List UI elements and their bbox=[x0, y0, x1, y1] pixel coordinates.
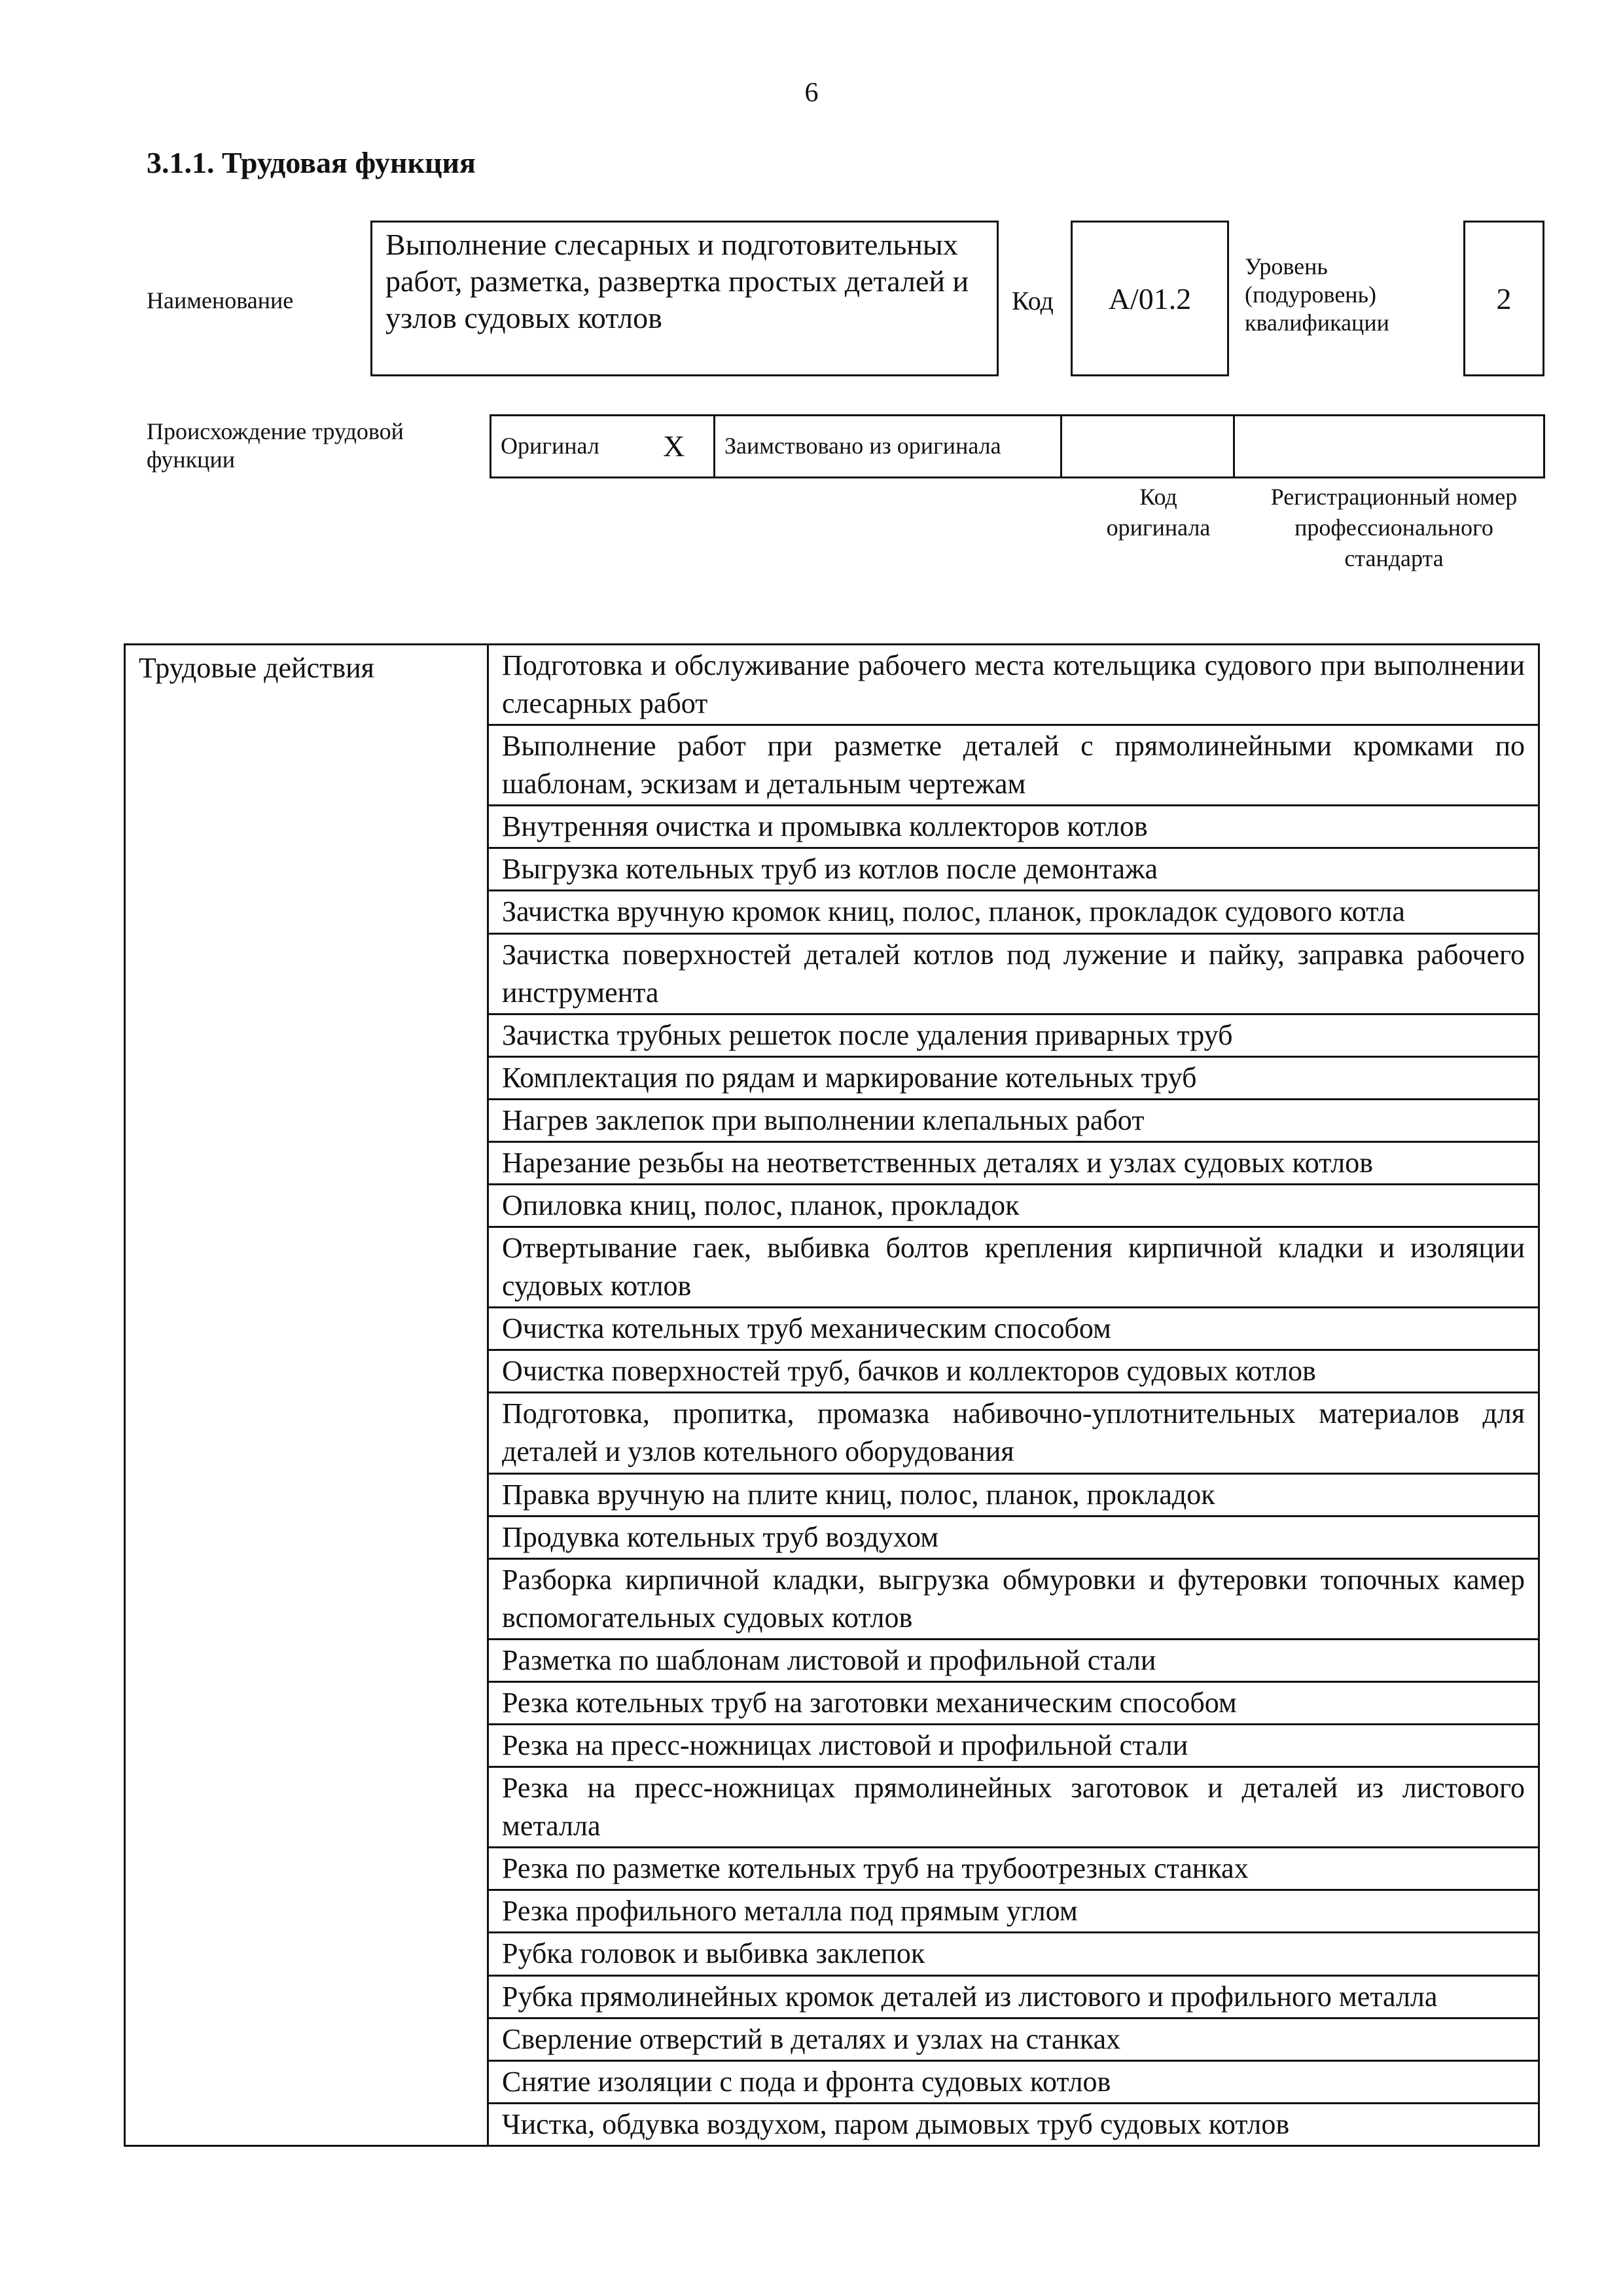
labor-action-item: Подготовка и обслуживание рабочего места котельщика судового при выполнении слесарных работ bbox=[488, 645, 1539, 725]
code-label: Код bbox=[1012, 286, 1054, 315]
labor-action-item: Резка профильного металла под прямым углом bbox=[488, 1890, 1539, 1933]
reg-number-label: Регистрационный номер профессионального стандарта bbox=[1270, 484, 1518, 571]
labor-action-item: Рубка головок и выбивка заклепок bbox=[488, 1933, 1539, 1975]
code-original-label: Код оригинала bbox=[1106, 484, 1211, 541]
labor-action-item: Комплектация по рядам и маркирование котельных труб bbox=[488, 1056, 1539, 1099]
origin-label: Происхождение трудовой функции bbox=[147, 418, 404, 473]
labor-action-item: Рубка прямолинейных кромок деталей из листового и профильного металла bbox=[488, 1975, 1539, 2018]
labor-action-item: Зачистка трубных решеток после удаления приварных труб bbox=[488, 1014, 1539, 1056]
original-label: Оригинал bbox=[501, 433, 599, 459]
labor-action-item: Резка на пресс-ножницах листовой и профильной стали bbox=[488, 1725, 1539, 1767]
original-cell bbox=[491, 416, 635, 478]
labor-action-item: Отвертывание гаек, выбивка болтов крепления кирпичной кладки и изоляции судовых котлов bbox=[488, 1227, 1539, 1308]
page-number: 6 bbox=[804, 78, 819, 108]
labor-action-item: Продувка котельных труб воздухом bbox=[488, 1516, 1539, 1558]
labor-action-item: Сверление отверстий в деталях и узлах на станках bbox=[488, 2018, 1539, 2060]
borrowed-cell bbox=[715, 416, 1061, 478]
labor-action-item: Разборка кирпичной кладки, выгрузка обмуровки и футеровки топочных камер вспомогательных судовых котлов bbox=[488, 1558, 1539, 1639]
original-mark: X bbox=[663, 429, 685, 463]
labor-action-item: Очистка котельных труб механическим способом bbox=[488, 1308, 1539, 1350]
code-value: A/01.2 bbox=[1108, 281, 1192, 315]
level-value: 2 bbox=[1496, 281, 1512, 315]
origin-table bbox=[490, 414, 1545, 478]
labor-action-item: Разметка по шаблонам листовой и профильной стали bbox=[488, 1639, 1539, 1681]
labor-action-item: Правка вручную на плите книц, полос, планок, прокладок bbox=[488, 1473, 1539, 1516]
borrowed-label: Заимствовано из оригинала bbox=[724, 433, 1001, 459]
labor-action-item: Опиловка книц, полос, планок, прокладок bbox=[488, 1185, 1539, 1227]
labor-action-item: Резка котельных труб на заготовки механическим способом bbox=[488, 1681, 1539, 1724]
section-title: 3.1.1. Трудовая функция bbox=[147, 146, 476, 179]
labor-action-item: Выполнение работ при разметке деталей с прямолинейными кромками по шаблонам, эскизам и детальным чертежам bbox=[488, 725, 1539, 806]
labor-action-item: Зачистка вручную кромок книц, полос, планок, прокладок судового котла bbox=[488, 891, 1539, 933]
level-label: Уровень (подуровень) квалификации bbox=[1245, 253, 1389, 336]
original-mark-cell bbox=[635, 416, 715, 478]
code-original-cell bbox=[1061, 416, 1234, 478]
labor-action-item: Чистка, обдувка воздухом, паром дымовых труб судовых котлов bbox=[488, 2103, 1539, 2145]
name-value-box bbox=[370, 221, 999, 376]
name-value: Выполнение слесарных и подготовительных работ, разметка, развертка простых деталей и узлов судовых котлов bbox=[385, 228, 969, 335]
labor-action-item: Нагрев заклепок при выполнении клепальных работ bbox=[488, 1099, 1539, 1141]
reg-number-cell bbox=[1234, 416, 1544, 478]
labor-action-item: Выгрузка котельных труб из котлов после демонтажа bbox=[488, 848, 1539, 891]
level-value-box bbox=[1463, 221, 1544, 376]
table-row bbox=[125, 645, 1539, 725]
name-label: Наименование bbox=[147, 287, 294, 314]
labor-action-item: Снятие изоляции с пода и фронта судовых котлов bbox=[488, 2060, 1539, 2103]
labor-action-item: Резка по разметке котельных труб на трубоотрезных станках bbox=[488, 1848, 1539, 1890]
labor-action-item: Внутренняя очистка и промывка коллекторов котлов bbox=[488, 806, 1539, 848]
labor-action-item: Очистка поверхностей труб, бачков и коллекторов судовых котлов bbox=[488, 1350, 1539, 1393]
code-value-box bbox=[1071, 221, 1229, 376]
labor-actions-heading: Трудовые действия bbox=[125, 645, 488, 2146]
labor-action-item: Нарезание резьбы на неответственных деталях и узлах судовых котлов bbox=[488, 1141, 1539, 1184]
labor-action-item: Резка на пресс-ножницах прямолинейных заготовок и деталей из листового металла bbox=[488, 1767, 1539, 1848]
labor-actions-table bbox=[124, 643, 1540, 2147]
labor-action-item: Зачистка поверхностей деталей котлов под лужение и пайку, заправка рабочего инструмента bbox=[488, 933, 1539, 1014]
labor-action-item: Подготовка, пропитка, промазка набивочно-уплотнительных материалов для деталей и узлов котельного оборудования bbox=[488, 1393, 1539, 1473]
